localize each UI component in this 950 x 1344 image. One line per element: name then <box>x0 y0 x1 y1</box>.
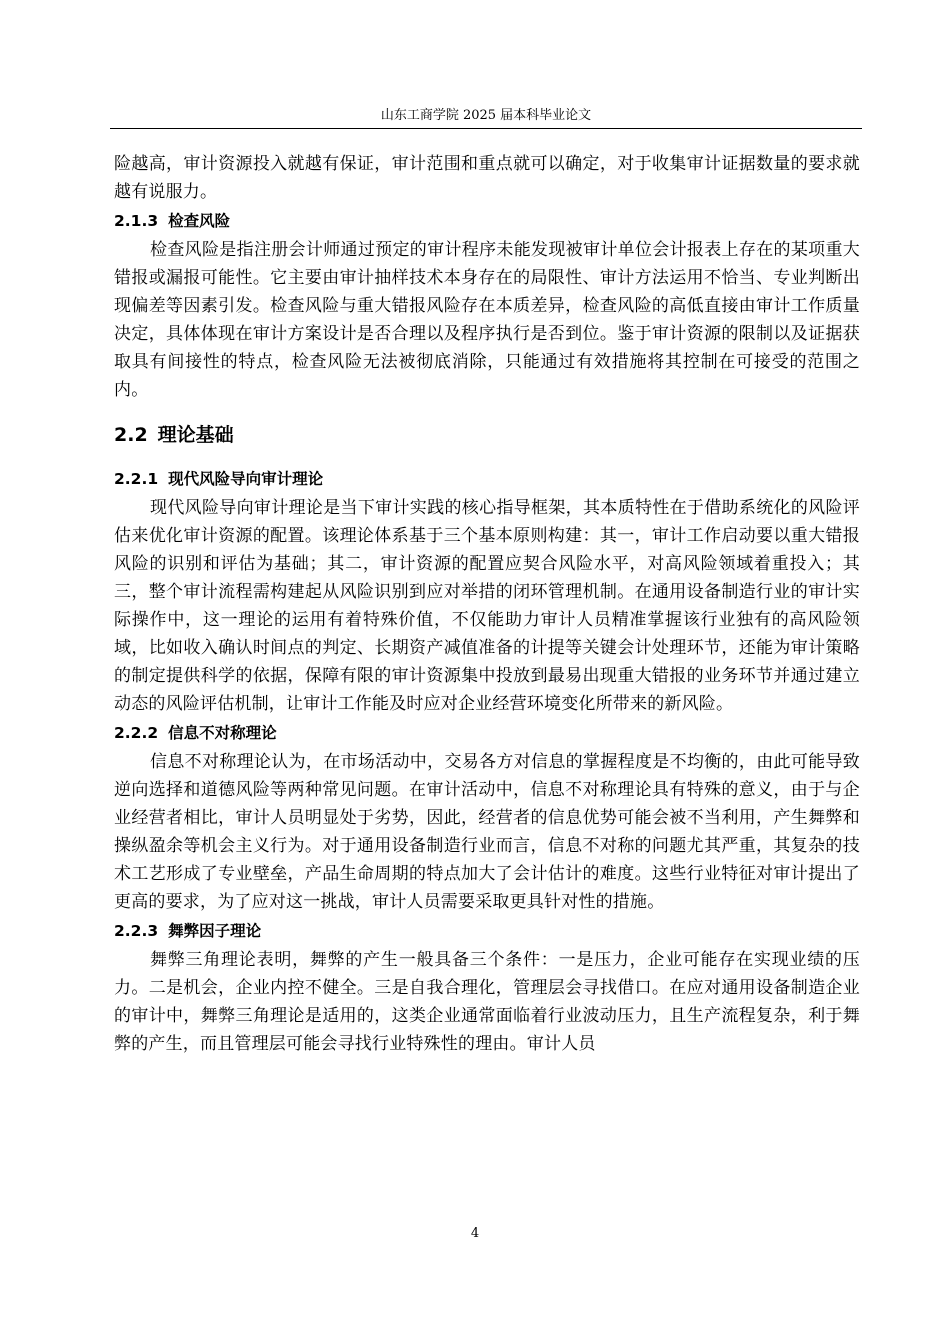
subsection-number: 2.2.3 <box>114 922 159 940</box>
subsection-heading-2-2-2 <box>114 718 860 748</box>
section-number: 2.2 <box>114 424 148 446</box>
subsection-number: 2.1.3 <box>114 212 159 230</box>
header-title: 山东工商学院 2025 届本科毕业论文 <box>380 108 592 123</box>
page-header <box>110 106 862 129</box>
paragraph-information-asymmetry: 信息不对称理论认为，在市场活动中，交易各方对信息的掌握程度是不均衡的，由此可能导致逆向选择和道德风险等两种常见问题。在审计活动中，信息不对称理论具有特殊的意义，由于与企业经营者相比，审计人员明显处于劣势，因此，经营者的信息优势可能会被不当利用，产生舞弊和操纵盈余等机会主义行为。对于通用设备制造行业而言，信息不对称的问题尤其严重，其复杂的技术工艺形成了专业壁垒，产品生命周期的特点加大了会计估计的难度。这些行业特征对审计提出了更高的要求，为了应对这一挑战，审计人员需要采取更具针对性的措施。 <box>114 752 860 912</box>
section-title: 理论基础 <box>157 424 234 446</box>
subsection-title: 舞弊因子理论 <box>168 922 262 940</box>
paragraph-continuation: 险越高，审计资源投入就越有保证，审计范围和重点就可以确定，对于收集审计证据数量的要求就越有说服力。 <box>114 154 860 202</box>
subsection-number: 2.2.2 <box>114 724 159 742</box>
subsection-title: 信息不对称理论 <box>168 724 277 742</box>
subsection-title: 检查风险 <box>168 212 231 230</box>
subsection-title: 现代风险导向审计理论 <box>168 470 324 488</box>
section-heading-2-2 <box>114 412 860 458</box>
page-number: 4 <box>470 1226 480 1241</box>
paragraph-fraud-triangle: 舞弊三角理论表明，舞弊的产生一般具备三个条件：一是压力，企业可能存在实现业绩的压力。二是机会，企业内控不健全。三是自我合理化，管理层会寻找借口。在应对通用设备制造企业的审计中，舞弊三角理论是适用的，这类企业通常面临着行业波动压力，且生产流程复杂，利于舞弊的产生，而且管理层可能会寻找行业特殊性的理由。审计人员 <box>114 950 860 1054</box>
subsection-heading-2-2-3 <box>114 916 860 946</box>
subsection-heading-2-2-1 <box>114 464 860 494</box>
subsection-heading-2-1-3 <box>114 206 860 236</box>
paragraph-risk-oriented-audit: 现代风险导向审计理论是当下审计实践的核心指导框架，其本质特性在于借助系统化的风险评估来优化审计资源的配置。该理论体系基于三个基本原则构建：其一，审计工作启动要以重大错报风险的识别和评估为基础；其二，审计资源的配置应契合风险水平，对高风险领域着重投入；其三，整个审计流程需构建起从风险识别到应对举措的闭环管理机制。在通用设备制造行业的审计实际操作中，这一理论的运用有着特殊价值，不仅能助力审计人员精准掌握该行业独有的高风险领域，比如收入确认时间点的判定、长期资产减值准备的计提等关键会计处理环节，还能为审计策略的制定提供科学的依据，保障有限的审计资源集中投放到最易出现重大错报的业务环节并通过建立动态的风险评估机制，让审计工作能及时应对企业经营环境变化所带来的新风险。 <box>114 498 860 714</box>
subsection-number: 2.2.1 <box>114 470 159 488</box>
document-body <box>114 150 860 1058</box>
paragraph-detection-risk: 检查风险是指注册会计师通过预定的审计程序未能发现被审计单位会计报表上存在的某项重大错报或漏报可能性。它主要由审计抽样技术本身存在的局限性、审计方法运用不恰当、专业判断出现偏差等因素引发。检查风险与重大错报风险存在本质差异，检查风险的高低直接由审计工作质量决定，具体体现在审计方案设计是否合理以及程序执行是否到位。鉴于审计资源的限制以及证据获取具有间接性的特点，检查风险无法被彻底消除，只能通过有效措施将其控制在可接受的范围之内。 <box>114 240 860 400</box>
